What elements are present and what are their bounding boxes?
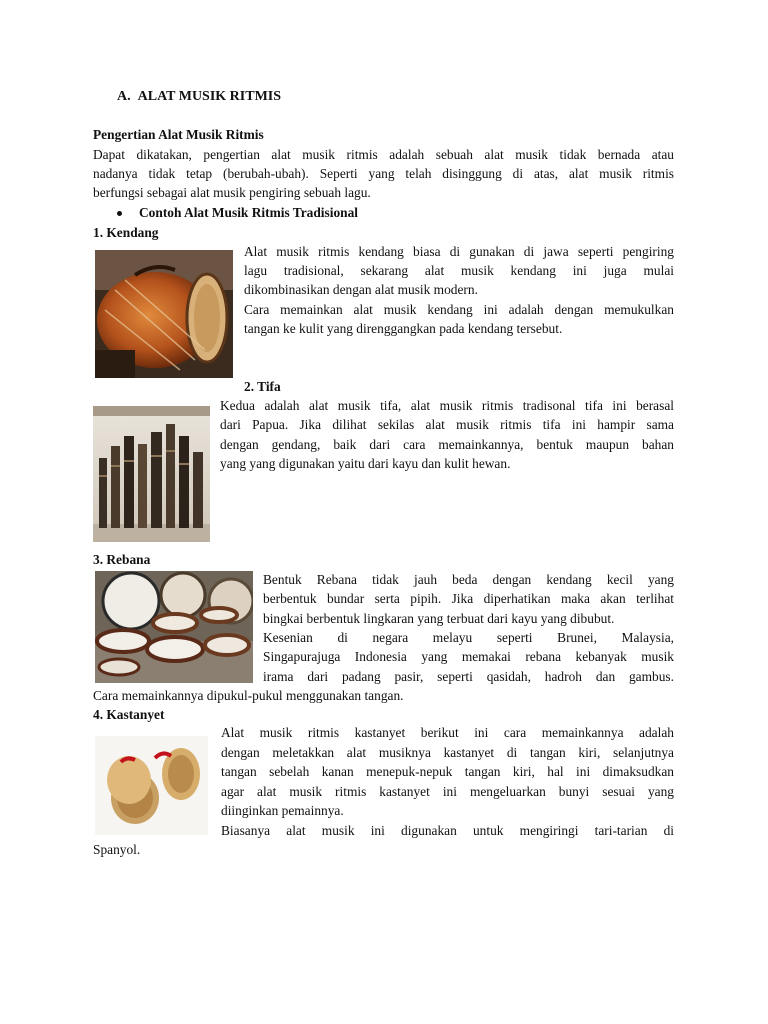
- rebana-line: Singapurajuga Indonesia yang memakai rebana kebanyak musik: [263, 649, 674, 664]
- item-title-tifa: 2. Tifa: [244, 379, 281, 394]
- section-title: ALAT MUSIK RITMIS: [137, 89, 282, 104]
- kendang-line: dikombinasikan dengan alat musik modern.: [244, 282, 478, 297]
- kendang-line: lagu tradisional, sekarang alat musik kendang ini juga mulai: [244, 263, 674, 278]
- definition-heading: Pengertian Alat Musik Ritmis: [93, 127, 264, 142]
- kastanyet-line: Alat musik ritmis kastanyet berikut ini cara memainkannya adalah: [221, 725, 674, 740]
- kastanyet-line: dengan meletakkan alat musiknya kastanyet di tangan kiri, selanjutnya: [221, 745, 674, 760]
- kastanyet-line: diinginkan pemainnya.: [221, 803, 344, 818]
- rebana-line: Bentuk Rebana tidak jauh beda dengan kendang kecil yang: [263, 572, 674, 587]
- definition-line: nadanya tidak tetap (berubah-ubah). Seperti yang telah disinggung di atas, alat musik ritmis: [93, 166, 674, 181]
- section-heading: [117, 87, 281, 107]
- kastanyet-line: agar alat musik ritmis kastanyet ini mengeluarkan bunyi sesuai yang: [221, 784, 674, 799]
- item-title-kastanyet: 4. Kastanyet: [93, 707, 165, 722]
- item-title-kendang: 1. Kendang: [93, 225, 159, 240]
- rebana-line: Kesenian di negara melayu seperti Brunei, Malaysia,: [263, 630, 674, 645]
- kendang-line: tangan ke kulit yang direnggangkan pada kendang tersebut.: [244, 321, 563, 336]
- item-title-rebana: 3. Rebana: [93, 552, 151, 567]
- tifa-line: dari Papua. Jika dilihat sekilas alat musik ritmis tifa ini hampir sama: [220, 417, 674, 432]
- tifa-photo: [93, 406, 210, 542]
- bullet-heading: Contoh Alat Musik Ritmis Tradisional: [139, 205, 359, 220]
- rebana-line: irama dari padang pasir, seperti qasidah, hadroh dan gambus.: [263, 669, 674, 684]
- kendang-photo: [95, 250, 233, 378]
- tifa-line: dengan gendang, baik dari cara memainkannya, bentuk maupun bahan: [220, 437, 674, 452]
- section-marker: A.: [117, 89, 131, 104]
- kendang-line: Cara memainkan alat musik kendang ini adalah dengan memukulkan: [244, 302, 674, 317]
- rebana-photo: [95, 571, 253, 683]
- kendang-line: Alat musik ritmis kendang biasa di gunakan di jawa seperti pengiring: [244, 244, 674, 259]
- rebana-line: Cara memainkannya dipukul-pukul menggunakan tangan.: [93, 688, 404, 703]
- kastanyet-photo: [95, 736, 208, 835]
- kastanyet-line: Spanyol.: [93, 842, 141, 857]
- bullet-dot-icon: [117, 211, 122, 216]
- kastanyet-line: tangan sebelah kanan menepuk-nepuk tangan kiri, hal ini dimaksudkan: [221, 764, 674, 779]
- kastanyet-line: Biasanya alat musik ini digunakan untuk mengiringi tari-tarian di: [221, 823, 674, 838]
- rebana-line: bingkai berbentuk lingkaran yang terbuat dari kayu yang dibubut.: [263, 611, 615, 626]
- tifa-line: yang yang digunakan yaitu dari kayu dan kulit hewan.: [220, 456, 511, 471]
- definition-line: Dapat dikatakan, pengertian alat musik ritmis adalah sebuah alat musik tidak bernada atau: [93, 147, 674, 162]
- definition-line: berfungsi sebagai alat musik pengiring sebuah lagu.: [93, 185, 371, 200]
- rebana-line: berbentuk bundar serta pipih. Jika diperhatikan maka akan terlihat: [263, 591, 674, 606]
- tifa-line: Kedua adalah alat musik tifa, alat musik ritmis tradisonal tifa ini berasal: [220, 398, 674, 413]
